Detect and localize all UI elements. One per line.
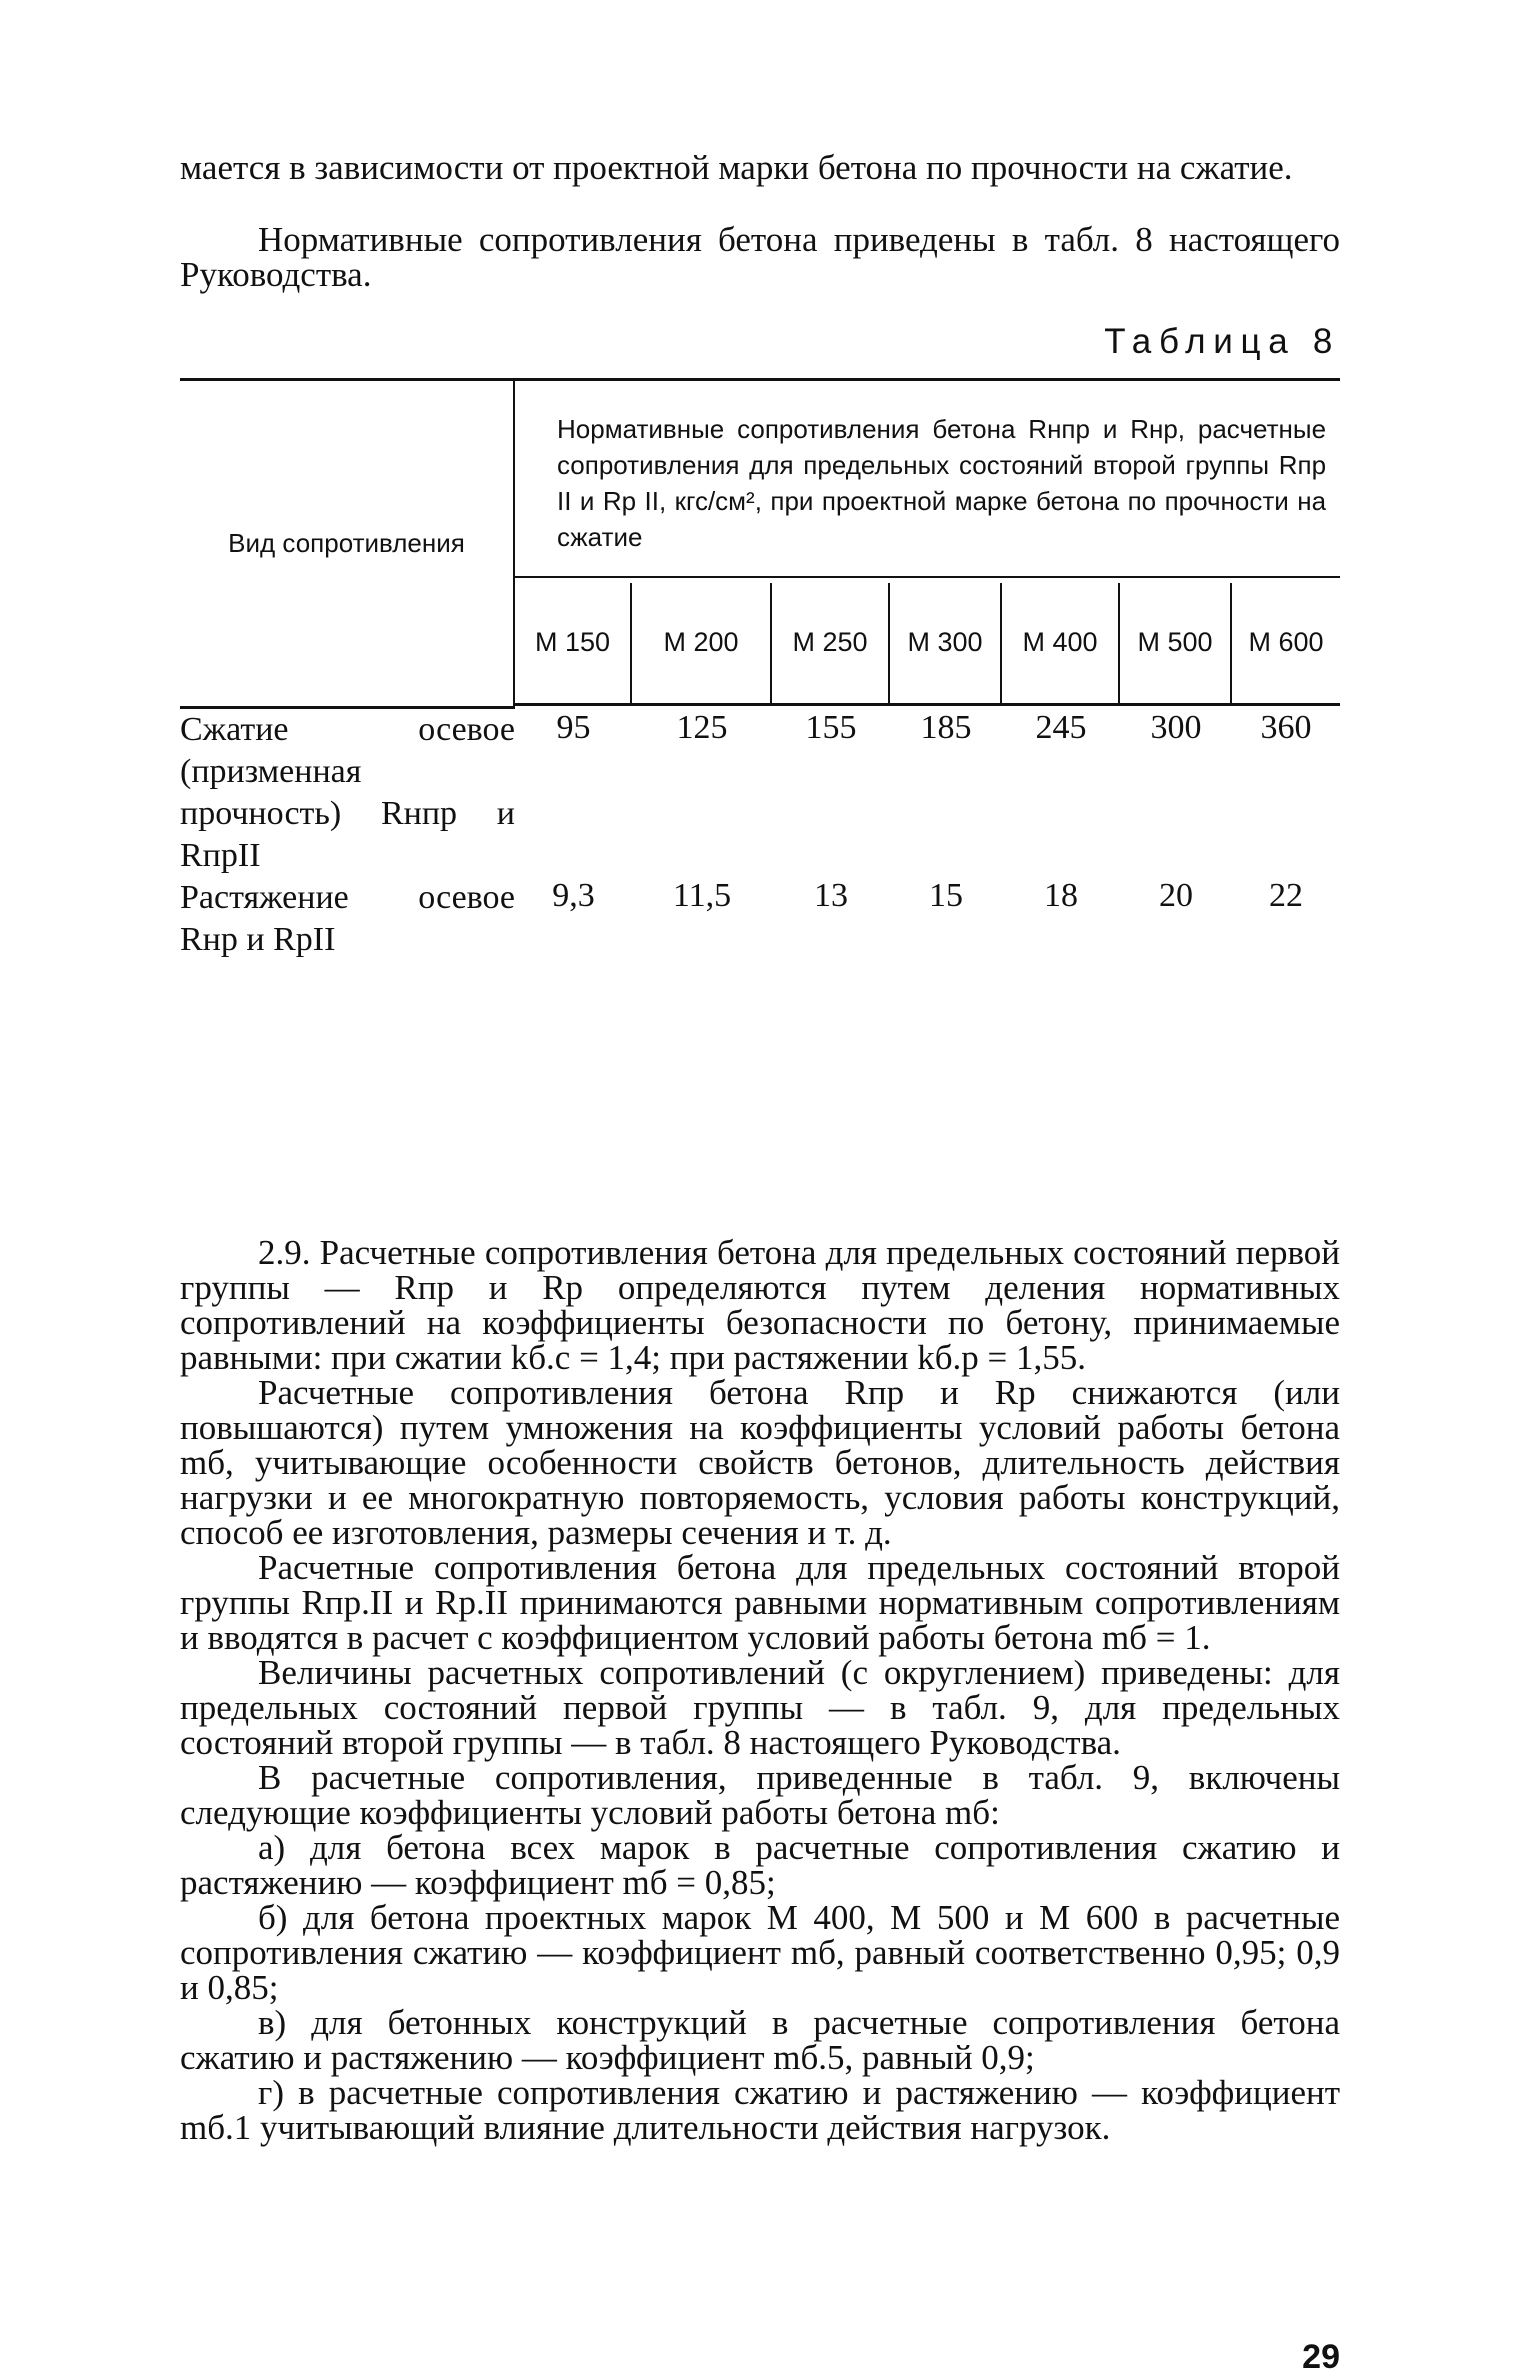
table-cell: 9,3 [552,877,595,914]
table-cell: 22 [1269,877,1304,914]
header-left-cell [180,378,515,709]
grade-header: М 250 [772,583,890,706]
paragraph: Величины расчетных сопротивлений (с округлением) приведены: для предельных состояний первой группы — в табл. 9, для предельных состояний второй группы — в табл. 8 настоящего Руководства. [180,1653,1340,1762]
grade-header: М 400 [1002,583,1120,706]
normative-resistance-header: Нормативные сопротивления бетона Rнпр и Rнр, расчетные сопротивления для предельных состояний второй группы Rпр II и Rр II, кгс/см², при проектной марке бетона по прочности на сжатие [515,378,1340,578]
list-item-a: а) для бетона всех марок в расчетные сопротивления сжатию и растяжению — коэффициент mб = 0,85; [180,1828,1340,1902]
grade-header: М 200 [632,583,772,706]
table-cell: 155 [805,709,857,746]
table-cell: 245 [1035,709,1087,746]
grade-header: М 300 [890,583,1002,706]
grade-header: М 150 [515,583,632,706]
header-right-cell [515,378,1340,583]
table-cell: 11,5 [672,877,732,914]
paragraph: В расчетные сопротивления, приведенные в табл. 9, включены следующие коэффициенты условий работы бетона mб: [180,1758,1340,1832]
intro-paragraph-2: Нормативные сопротивления бетона приведены в табл. 8 настоящего Руководства. [180,220,1340,294]
resistance-type-header: Вид сопротивления [180,378,515,709]
table-8 [180,378,1340,1027]
body-text [180,1235,1340,2145]
intro-paragraph-1: мается в зависимости от проектной марки бетона по прочности на сжатие. [180,148,1293,187]
paragraph: Расчетные сопротивления бетона Rпр и Rр снижаются (или повышаются) путем умножения на коэффициенты условий работы бетона mб, учитывающие особенности свойств бетонов, длительность действия нагрузки и ее многократную повторяемость, условия работы конструкций, способ ее изготовления, размеры сечения и т. д. [180,1373,1340,1552]
page-number: 29 [1302,2338,1340,2376]
table-cell: 95 [556,709,591,746]
table-row [180,709,1340,877]
table-caption: Таблица 8 [1104,322,1340,361]
table-cell: 15 [929,877,963,914]
table-cell: 125 [676,709,728,746]
table-cell: 300 [1150,709,1202,746]
table-cell: 18 [1044,877,1078,914]
row-label-tension: Растяжение осевое Rнр и RрII [180,879,515,958]
paragraph: Расчетные сопротивления бетона для предельных состояний второй группы Rпр.II и Rр.II принимаются равными нормативным сопротивлениям и вводятся в расчет с коэффициентом условий работы бетона mб = 1. [180,1548,1340,1657]
table-row [180,877,1340,1027]
paragraph-2-9: 2.9. Расчетные сопротивления бетона для предельных состояний первой группы — Rпр и Rр определяются путем деления нормативных сопротивлений на коэффициенты безопасности по бетону, принимаемые равными: при сжатии kб.с = 1,4; при растяжении kб.р = 1,55. [180,1233,1340,1377]
table-cell: 20 [1159,877,1193,914]
table-cell: 185 [920,709,972,746]
table-cell: 13 [814,877,848,914]
grade-header: М 600 [1232,583,1340,706]
table-cell: 360 [1260,709,1312,746]
list-item-d: г) в расчетные сопротивления сжатию и растяжению — коэффициент mб.1 учитывающий влияние длительности действия нагрузок. [180,2073,1340,2147]
grade-header: М 500 [1120,583,1232,706]
list-item-c: в) для бетонных конструкций в расчетные сопротивления бетона сжатию и растяжению — коэффициент mб.5, равный 0,9; [180,2003,1340,2077]
list-item-b: б) для бетона проектных марок М 400, М 500 и М 600 в расчетные сопротивления сжатию — коэффициент mб, равный соответственно 0,95; 0,9 и 0,85; [180,1898,1340,2007]
row-label-compression: Сжатие осевое (призменная прочность) Rнпр и RпрII [180,711,515,874]
